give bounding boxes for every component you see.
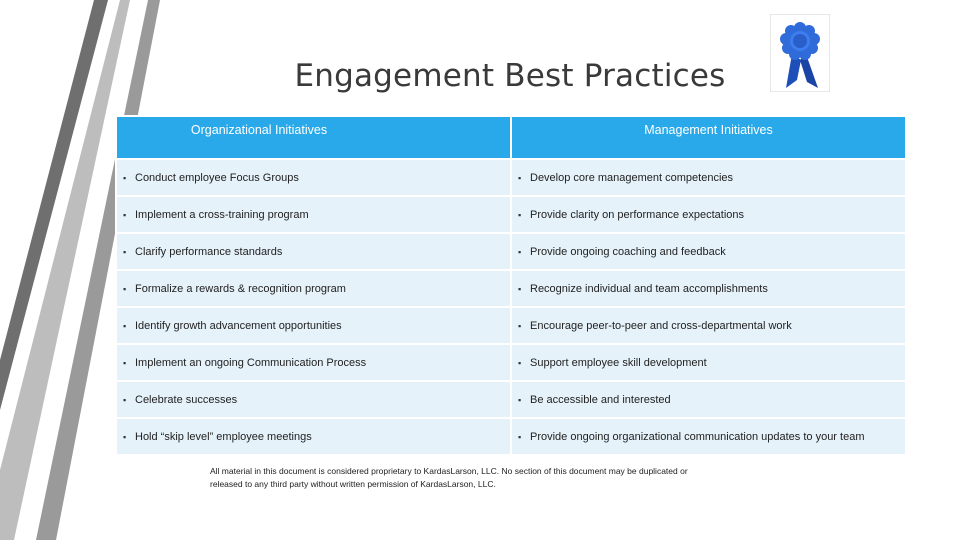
table-row (117, 419, 905, 454)
table-row (117, 345, 905, 380)
blue-ribbon-award-icon (770, 14, 830, 92)
table-cell (512, 345, 905, 380)
bullet-icon: ▪ (123, 431, 127, 442)
table-cell (117, 419, 510, 454)
footer-line: All material in this document is considered proprietary to KardasLarson, LLC. No section of this document may be duplicated or (210, 466, 688, 476)
table-cell (117, 345, 510, 380)
table-row (117, 382, 905, 417)
table-row (117, 197, 905, 232)
bullet-icon: ▪ (518, 246, 522, 257)
cell-text: Provide clarity on performance expectations (530, 208, 744, 221)
footer-line: released to any third party without written permission of KardasLarson, LLC. (210, 479, 496, 489)
bullet-icon: ▪ (123, 172, 127, 183)
slide-title: Engagement Best Practices (294, 58, 726, 94)
bullet-icon: ▪ (123, 209, 127, 220)
bullet-icon: ▪ (518, 394, 522, 405)
bullet-icon: ▪ (123, 357, 127, 368)
bullet-icon: ▪ (518, 283, 522, 294)
table-row (117, 234, 905, 269)
table-row (117, 308, 905, 343)
bullet-icon: ▪ (123, 283, 127, 294)
bullet-icon: ▪ (518, 209, 522, 220)
bullet-icon: ▪ (518, 431, 522, 442)
table-cell (512, 234, 905, 269)
cell-text: Be accessible and interested (530, 393, 671, 406)
header-management: Management Initiatives (512, 117, 905, 158)
table-cell (512, 308, 905, 343)
proprietary-notice (210, 465, 770, 491)
cell-text: Clarify performance standards (135, 245, 283, 258)
cell-text: Develop core management competencies (530, 171, 734, 184)
table-cell (512, 197, 905, 232)
initiatives-table (115, 115, 907, 456)
header-organizational: Organizational Initiatives (117, 117, 510, 158)
cell-text: Implement a cross-training program (135, 208, 309, 221)
table-row (117, 160, 905, 195)
table-cell (117, 160, 510, 195)
cell-text: Support employee skill development (530, 356, 707, 369)
cell-text: Conduct employee Focus Groups (135, 171, 299, 184)
bullet-icon: ▪ (123, 246, 127, 257)
cell-text: Encourage peer-to-peer and cross-departmental work (530, 319, 792, 332)
cell-text: Recognize individual and team accomplishments (530, 282, 768, 295)
cell-text: Provide ongoing coaching and feedback (530, 245, 726, 258)
cell-text: Identify growth advancement opportunities (135, 319, 342, 332)
bullet-icon: ▪ (518, 172, 522, 183)
table-cell (512, 271, 905, 306)
table-cell (512, 382, 905, 417)
table-cell (512, 160, 905, 195)
bullet-icon: ▪ (123, 394, 127, 405)
table-cell (117, 271, 510, 306)
table-cell (512, 419, 905, 454)
table-cell (117, 234, 510, 269)
cell-text: Implement an ongoing Communication Process (135, 356, 367, 369)
cell-text: Celebrate successes (135, 393, 238, 406)
bullet-icon: ▪ (518, 357, 522, 368)
cell-text: Formalize a rewards & recognition program (135, 282, 346, 295)
cell-text: Provide ongoing organizational communication updates to your team (530, 430, 865, 443)
table-cell (117, 197, 510, 232)
bullet-icon: ▪ (518, 320, 522, 331)
table-header-row (117, 117, 905, 158)
cell-text: Hold “skip level” employee meetings (135, 430, 312, 443)
table-cell (117, 308, 510, 343)
table-row (117, 271, 905, 306)
table-cell (117, 382, 510, 417)
bullet-icon: ▪ (123, 320, 127, 331)
